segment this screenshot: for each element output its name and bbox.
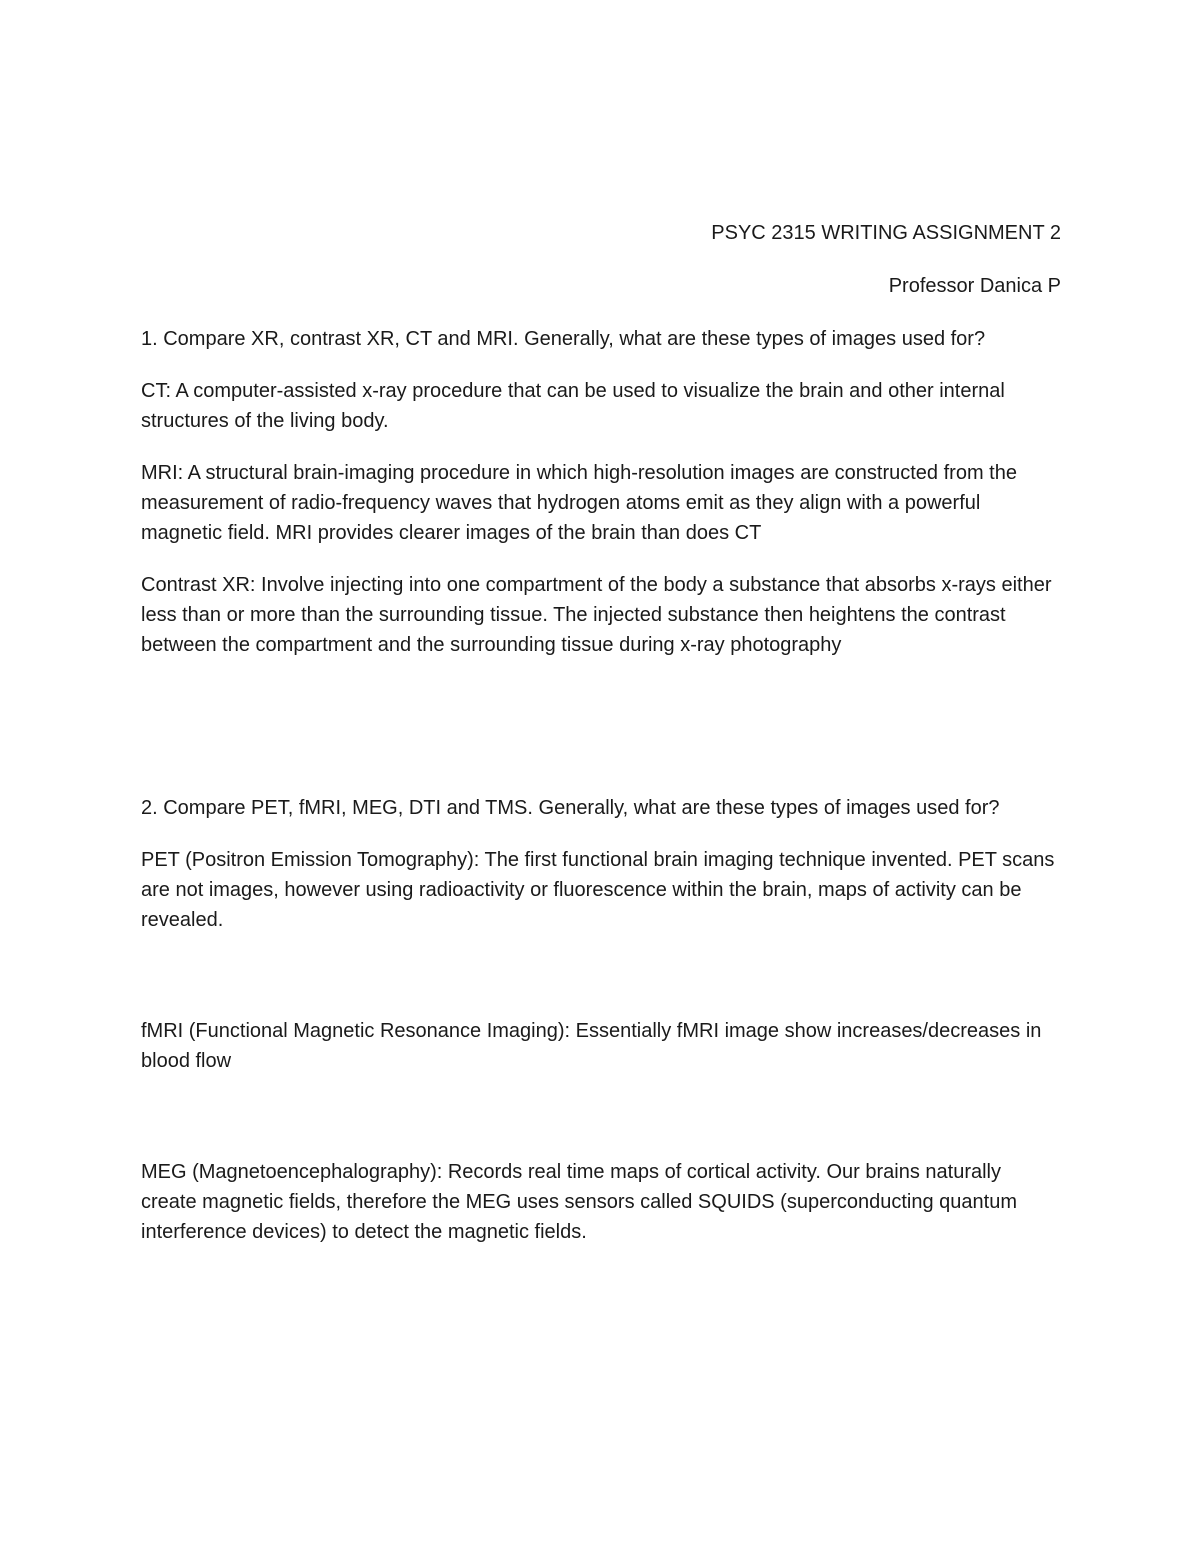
answer-pet: PET (Positron Emission Tomography): The first functional brain imaging technique invented. PET scans are not images, however using radioactivity or fluorescence within the brain, maps of activity can be revealed. <box>141 849 1055 931</box>
document-body <box>141 218 1061 1269</box>
blank-space <box>141 957 1061 1016</box>
answer-meg: MEG (Magnetoencephalography): Records real time maps of cortical activity. Our brains naturally create magnetic fields, therefore the MEG uses sensors called SQUIDS (superconducting quantum interference devices) to detect the magnetic fields. <box>141 1161 1017 1243</box>
question-2-prompt: 2. Compare PET, fMRI, MEG, DTI and TMS. Generally, what are these types of images used for? <box>141 797 1000 819</box>
question-1-prompt: 1. Compare XR, contrast XR, CT and MRI. Generally, what are these types of images used for? <box>141 328 986 350</box>
blank-space <box>141 1098 1061 1157</box>
answer-mri: MRI: A structural brain-imaging procedure in which high-resolution images are constructed from the measurement of radio-frequency waves that hydrogen atoms emit as they align with a powerful magnetic field. MRI provides clearer images of the brain than does CT <box>141 462 1017 544</box>
answer-contrast-xr: Contrast XR: Involve injecting into one compartment of the body a substance that absorbs x-rays either less than or more than the surrounding tissue. The injected substance then heightens the contrast between the compartment and the surrounding tissue during x-ray photography <box>141 574 1052 656</box>
answer-fmri: fMRI (Functional Magnetic Resonance Imaging): Essentially fMRI image show increases/decreases in blood flow <box>141 1020 1042 1072</box>
professor-name: Professor Danica P <box>888 275 1061 297</box>
answer-ct: CT: A computer-assisted x-ray procedure that can be used to visualize the brain and other internal structures of the living body. <box>141 380 1005 432</box>
blank-space <box>141 682 1061 793</box>
course-title: PSYC 2315 WRITING ASSIGNMENT 2 <box>711 222 1061 244</box>
